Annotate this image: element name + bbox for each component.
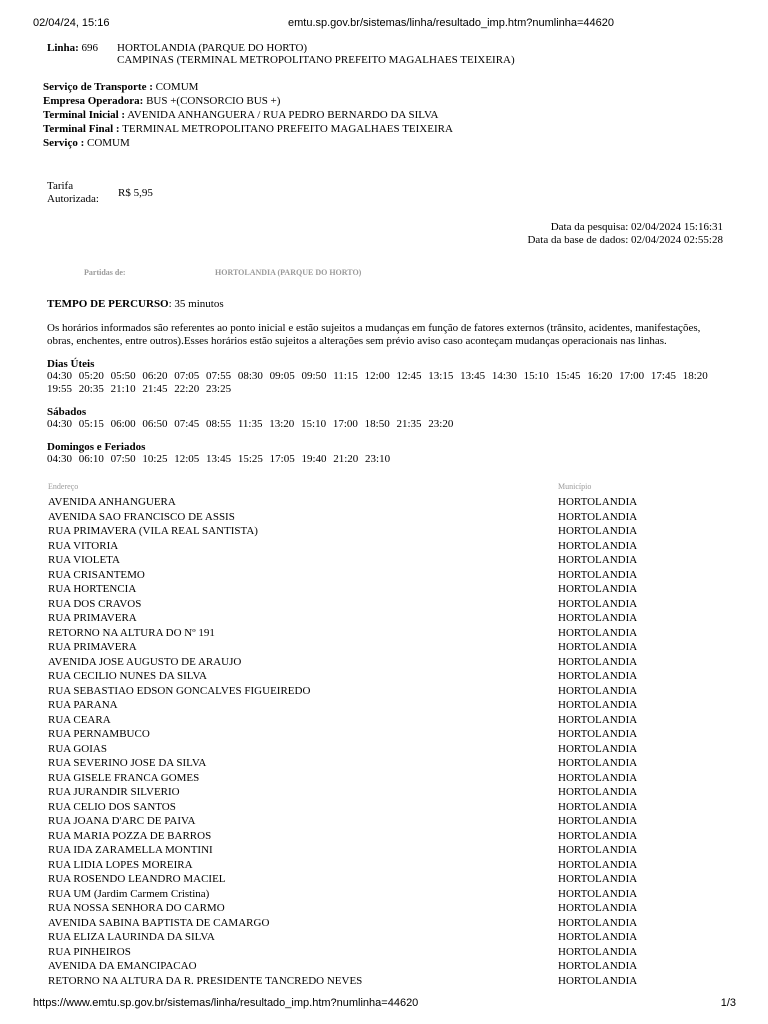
tarifa-label: Tarifa Autorizada: (47, 180, 99, 205)
itinerary-city: HORTOLANDIA (558, 800, 638, 813)
itinerary-list (48, 495, 648, 988)
itinerary-row (48, 858, 648, 873)
itinerary-city: HORTOLANDIA (558, 496, 638, 508)
data-base: Data da base de dados: 02/04/2024 02:55:28 (527, 234, 723, 246)
itinerary-city: HORTOLANDIA (558, 858, 638, 871)
itinerary-address: RUA HORTENCIA (48, 583, 137, 595)
itinerary-address: RUA UM (Jardim Carmem Cristina) (48, 887, 210, 900)
dias-uteis-title: Dias Úteis (47, 358, 95, 370)
itinerary-city: HORTOLANDIA (558, 757, 638, 769)
itinerary-row (48, 887, 648, 902)
itinerary-city: HORTOLANDIA (558, 873, 638, 885)
servico-label: Serviço : (43, 137, 85, 149)
itinerary-city: HORTOLANDIA (558, 597, 638, 610)
empresa-value: BUS +(CONSORCIO BUS +) (146, 95, 281, 107)
itinerary-address: RUA PRIMAVERA (48, 612, 137, 624)
terminal-inicial-label: Terminal Inicial : (43, 109, 126, 121)
itinerary-row (48, 611, 648, 626)
itinerary-address: AVENIDA SAO FRANCISCO DE ASSIS (48, 510, 235, 523)
print-datetime: 02/04/24, 15:16 (33, 17, 110, 29)
itinerary-city: HORTOLANDIA (558, 786, 638, 798)
itinerary-address: RETORNO NA ALTURA DO Nº 191 (48, 626, 215, 639)
tarifa-value: R$ 5,95 (118, 187, 153, 199)
col-endereco-header: Endereço (48, 482, 79, 491)
itinerary-city: HORTOLANDIA (558, 699, 638, 711)
itinerary-city: HORTOLANDIA (558, 510, 638, 523)
col-municipio-header: Município (558, 482, 592, 491)
itinerary-address: RUA SEBASTIAO EDSON GONCALVES FIGUEIREDO (48, 684, 311, 697)
itinerary-city: HORTOLANDIA (558, 931, 638, 943)
itinerary-address: RUA PINHEIROS (48, 945, 131, 958)
itinerary-city: HORTOLANDIA (558, 554, 638, 566)
print-url: emtu.sp.gov.br/sistemas/linha/resultado_imp.htm?numlinha=44620 (288, 17, 615, 29)
itinerary-row (48, 959, 648, 974)
itinerary-row (48, 553, 648, 568)
itinerary-address: RUA ELIZA LAURINDA DA SILVA (48, 931, 215, 943)
itinerary-row (48, 539, 648, 554)
info-empresa (43, 94, 280, 108)
itinerary-city: HORTOLANDIA (558, 742, 638, 755)
itinerary-city: HORTOLANDIA (558, 641, 638, 653)
itinerary-row (48, 684, 648, 699)
dias-uteis-times: 04:30 05:20 05:50 06:20 07:05 07:55 08:30 09:05 09:50 11:15 12:00 12:45 13:15 13:45 14:30 15:10 15:45 16:20 17:00 17:45 18:20 19:55 20:35 21:10 21:45 22:20 23:25 (47, 370, 708, 395)
terminal-final-label: Terminal Final : (43, 123, 120, 135)
itinerary-address: RUA CECILIO NUNES DA SILVA (48, 670, 207, 682)
itinerary-row (48, 843, 648, 858)
line-number: 696 (81, 42, 99, 54)
itinerary-row (48, 945, 648, 960)
itinerary-address: RUA NOSSA SENHORA DO CARMO (48, 902, 225, 914)
empresa-label: Empresa Operadora: (43, 95, 144, 107)
servico-transporte-label: Serviço de Transporte : (43, 81, 153, 93)
itinerary-row (48, 626, 648, 641)
info-servico (43, 136, 130, 150)
itinerary-row (48, 756, 648, 771)
itinerary-city: HORTOLANDIA (558, 670, 638, 682)
itinerary-row (48, 698, 648, 713)
itinerary-address: RUA JOANA D'ARC DE PAIVA (48, 815, 196, 827)
itinerary-row (48, 872, 648, 887)
schedule-notice: Os horários informados são referentes ao ponto inicial e estão sujeitos a mudanças em função de fatores externos (trânsito, acidentes, manifestações, obras, enchentes, entre outros).Esses horários estão sujeitos a alterações sem prévio aviso caso aconteçam mudanças operacionais nas linhas. (47, 322, 701, 347)
itinerary-address: AVENIDA JOSE AUGUSTO DE ARAUJO (48, 655, 242, 668)
itinerary-city: HORTOLANDIA (558, 525, 638, 537)
itinerary-row (48, 727, 648, 742)
itinerary-address: RUA GOIAS (48, 742, 107, 755)
itinerary-row (48, 974, 648, 989)
itinerary-address: RUA PERNAMBUCO (48, 728, 150, 740)
footer-page-number: 1/3 (720, 997, 736, 1009)
line-label: Linha: (47, 42, 79, 54)
itinerary-city: HORTOLANDIA (558, 945, 638, 958)
itinerary-row (48, 742, 648, 757)
itinerary-address: RUA JURANDIR SILVERIO (48, 786, 180, 798)
terminal-final-value: TERMINAL METROPOLITANO PREFEITO MAGALHAES TEIXEIRA (122, 123, 453, 135)
itinerary-city: HORTOLANDIA (558, 713, 638, 726)
itinerary-address: AVENIDA ANHANGUERA (48, 496, 176, 508)
itinerary-address: RUA MARIA POZZA DE BARROS (48, 829, 212, 842)
itinerary-row (48, 669, 648, 684)
itinerary-city: HORTOLANDIA (558, 583, 638, 595)
itinerary-row (48, 800, 648, 815)
data-pesquisa: Data da pesquisa: 02/04/2024 15:16:31 (550, 221, 723, 233)
itinerary-address: RUA PARANA (48, 699, 118, 711)
itinerary-city: HORTOLANDIA (558, 902, 638, 914)
line-destination: CAMPINAS (TERMINAL METROPOLITANO PREFEITO MAGALHAES TEIXEIRA) (117, 54, 515, 66)
line-label-block (47, 41, 98, 55)
itinerary-city: HORTOLANDIA (558, 626, 638, 639)
partidas-value: HORTOLANDIA (PARQUE DO HORTO) (215, 268, 362, 277)
itinerary-row (48, 916, 648, 931)
itinerary-city: HORTOLANDIA (558, 612, 638, 624)
domingos-title: Domingos e Feriados (47, 441, 146, 453)
partidas-label: Partidas de: (84, 268, 126, 277)
itinerary-address: RUA CELIO DOS SANTOS (48, 800, 176, 813)
itinerary-row (48, 495, 648, 510)
itinerary-row (48, 582, 648, 597)
itinerary-city: HORTOLANDIA (558, 844, 638, 856)
info-terminal-final (43, 122, 453, 136)
servico-value: COMUM (86, 137, 130, 149)
itinerary-address: RUA PRIMAVERA (48, 641, 137, 653)
sabados-title: Sábados (47, 406, 87, 418)
itinerary-row (48, 640, 648, 655)
itinerary-address: RUA LIDIA LOPES MOREIRA (48, 858, 193, 871)
itinerary-address: RUA GISELE FRANCA GOMES (48, 771, 200, 784)
itinerary-address: RUA IDA ZARAMELLA MONTINI (48, 844, 213, 856)
itinerary-row (48, 930, 648, 945)
terminal-inicial-value: AVENIDA ANHANGUERA / RUA PEDRO BERNARDO DA SILVA (127, 109, 439, 121)
itinerary-address: RUA DOS CRAVOS (48, 597, 142, 610)
domingos-times: 04:30 06:10 07:50 10:25 12:05 13:45 15:25 17:05 19:40 21:20 23:10 (47, 453, 391, 465)
itinerary-city: HORTOLANDIA (558, 916, 638, 929)
itinerary-city: HORTOLANDIA (558, 728, 638, 740)
footer-url: https://www.emtu.sp.gov.br/sistemas/linha/resultado_imp.htm?numlinha=44620 (33, 997, 419, 1009)
itinerary-row (48, 771, 648, 786)
itinerary-row (48, 814, 648, 829)
tempo-percurso-value: : 35 minutos (168, 298, 224, 310)
itinerary-row (48, 655, 648, 670)
itinerary-city: HORTOLANDIA (558, 684, 638, 697)
itinerary-city: HORTOLANDIA (558, 771, 638, 784)
itinerary-row (48, 829, 648, 844)
line-origin: HORTOLANDIA (PARQUE DO HORTO) (117, 42, 308, 54)
itinerary-address: RUA PRIMAVERA (VILA REAL SANTISTA) (48, 525, 258, 537)
info-servico-transporte (43, 80, 198, 94)
itinerary-row (48, 713, 648, 728)
itinerary-city: HORTOLANDIA (558, 960, 638, 972)
itinerary-city: HORTOLANDIA (558, 887, 638, 900)
itinerary-address: AVENIDA DA EMANCIPACAO (48, 960, 197, 972)
itinerary-address: RUA VIOLETA (48, 554, 120, 566)
servico-transporte-value: COMUM (155, 81, 199, 93)
tempo-percurso-label: TEMPO DE PERCURSO (47, 298, 169, 310)
itinerary-row (48, 524, 648, 539)
itinerary-address: AVENIDA SABINA BAPTISTA DE CAMARGO (48, 916, 270, 929)
itinerary-row (48, 510, 648, 525)
sabados-times: 04:30 05:15 06:00 06:50 07:45 08:55 11:35 13:20 15:10 17:00 18:50 21:35 23:20 (47, 418, 454, 430)
itinerary-address: RUA VITORIA (48, 539, 119, 552)
itinerary-row (48, 597, 648, 612)
itinerary-address: RUA ROSENDO LEANDRO MACIEL (48, 873, 226, 885)
itinerary-city: HORTOLANDIA (558, 815, 638, 827)
itinerary-address: RUA CRISANTEMO (48, 568, 145, 581)
itinerary-row (48, 901, 648, 916)
itinerary-city: HORTOLANDIA (558, 539, 638, 552)
tempo-percurso (47, 297, 224, 311)
itinerary-row (48, 785, 648, 800)
itinerary-city: HORTOLANDIA (558, 829, 638, 842)
info-terminal-inicial (43, 108, 438, 122)
itinerary-city: HORTOLANDIA (558, 974, 638, 987)
itinerary-address: RETORNO NA ALTURA DA R. PRESIDENTE TANCREDO NEVES (48, 974, 363, 987)
itinerary-row (48, 568, 648, 583)
itinerary-address: RUA SEVERINO JOSE DA SILVA (48, 757, 207, 769)
itinerary-city: HORTOLANDIA (558, 568, 638, 581)
itinerary-city: HORTOLANDIA (558, 655, 638, 668)
itinerary-address: RUA CEARA (48, 713, 111, 726)
